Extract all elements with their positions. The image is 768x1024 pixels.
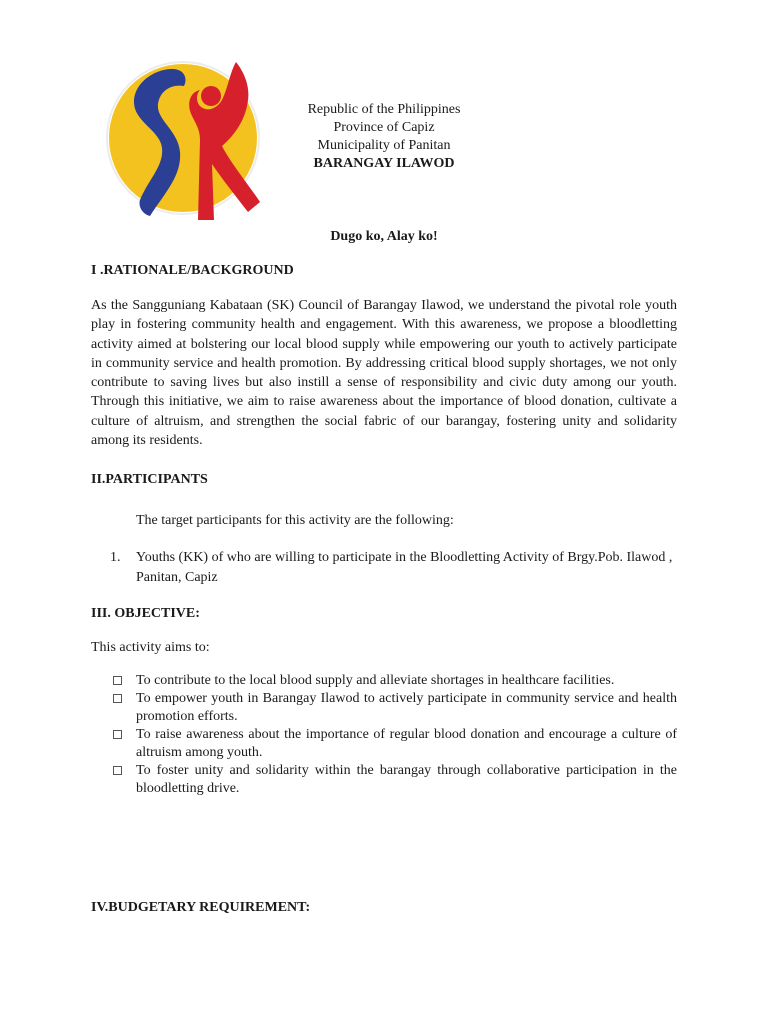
list-item: To foster unity and solidarity within the barangay through collaborative participation in the bloodletting drive.	[113, 762, 677, 798]
letterhead	[270, 101, 498, 173]
list-item: Youths (KK) of who are willing to participate in the Bloodletting Activity of Brgy.Pob. Ilawod , Panitan, Capiz	[136, 550, 673, 585]
list-item-number: 1.	[110, 550, 121, 565]
objective-list	[113, 672, 677, 798]
header-municipality: Municipality of Panitan	[317, 138, 451, 153]
list-item: To contribute to the local blood supply and alleviate shortages in healthcare facilities.	[113, 672, 677, 690]
checkbox-bullet-icon	[113, 676, 122, 685]
participants-intro: The target participants for this activity are the following:	[136, 513, 454, 528]
participants-list	[110, 548, 677, 587]
logo-head	[201, 86, 221, 106]
sk-logo	[104, 44, 262, 236]
objective-intro: This activity aims to:	[91, 640, 210, 655]
header-province: Province of Capiz	[333, 120, 435, 135]
list-item: To empower youth in Barangay Ilawod to actively participate in community service and health promotion efforts.	[113, 690, 677, 726]
motto: Dugo ko, Alay ko!	[330, 229, 438, 244]
checkbox-bullet-icon	[113, 730, 122, 739]
checkbox-bullet-icon	[113, 766, 122, 775]
section-heading-budget: IV.BUDGETARY REQUIREMENT:	[91, 900, 311, 915]
section-heading-participants: II.PARTICIPANTS	[91, 472, 208, 487]
section-heading-objective: III. OBJECTIVE:	[91, 606, 200, 621]
header-barangay: BARANGAY ILAWOD	[313, 156, 455, 171]
rationale-paragraph: As the Sangguniang Kabataan (SK) Council of Barangay Ilawod, we understand the pivotal role youth play in fostering community health and engagement. With this awareness, we propose a bloodletting activity aimed at bolstering our local blood supply while empowering our youth to actively participate in community service and health promotion. By addressing critical blood supply shortages, we not only contribute to saving lives but also instill a sense of responsibility and civic duty among our youth. Through this initiative, we aim to raise awareness about the importance of blood donation, cultivate a culture of altruism, and strengthen the social fabric of our barangay, fostering unity and solidarity among its residents.	[91, 298, 677, 449]
section-heading-rationale: I .RATIONALE/BACKGROUND	[91, 263, 294, 278]
list-item: To raise awareness about the importance of regular blood donation and encourage a culture of altruism among youth.	[113, 726, 677, 762]
checkbox-bullet-icon	[113, 694, 122, 703]
header-republic: Republic of the Philippines	[307, 102, 461, 117]
